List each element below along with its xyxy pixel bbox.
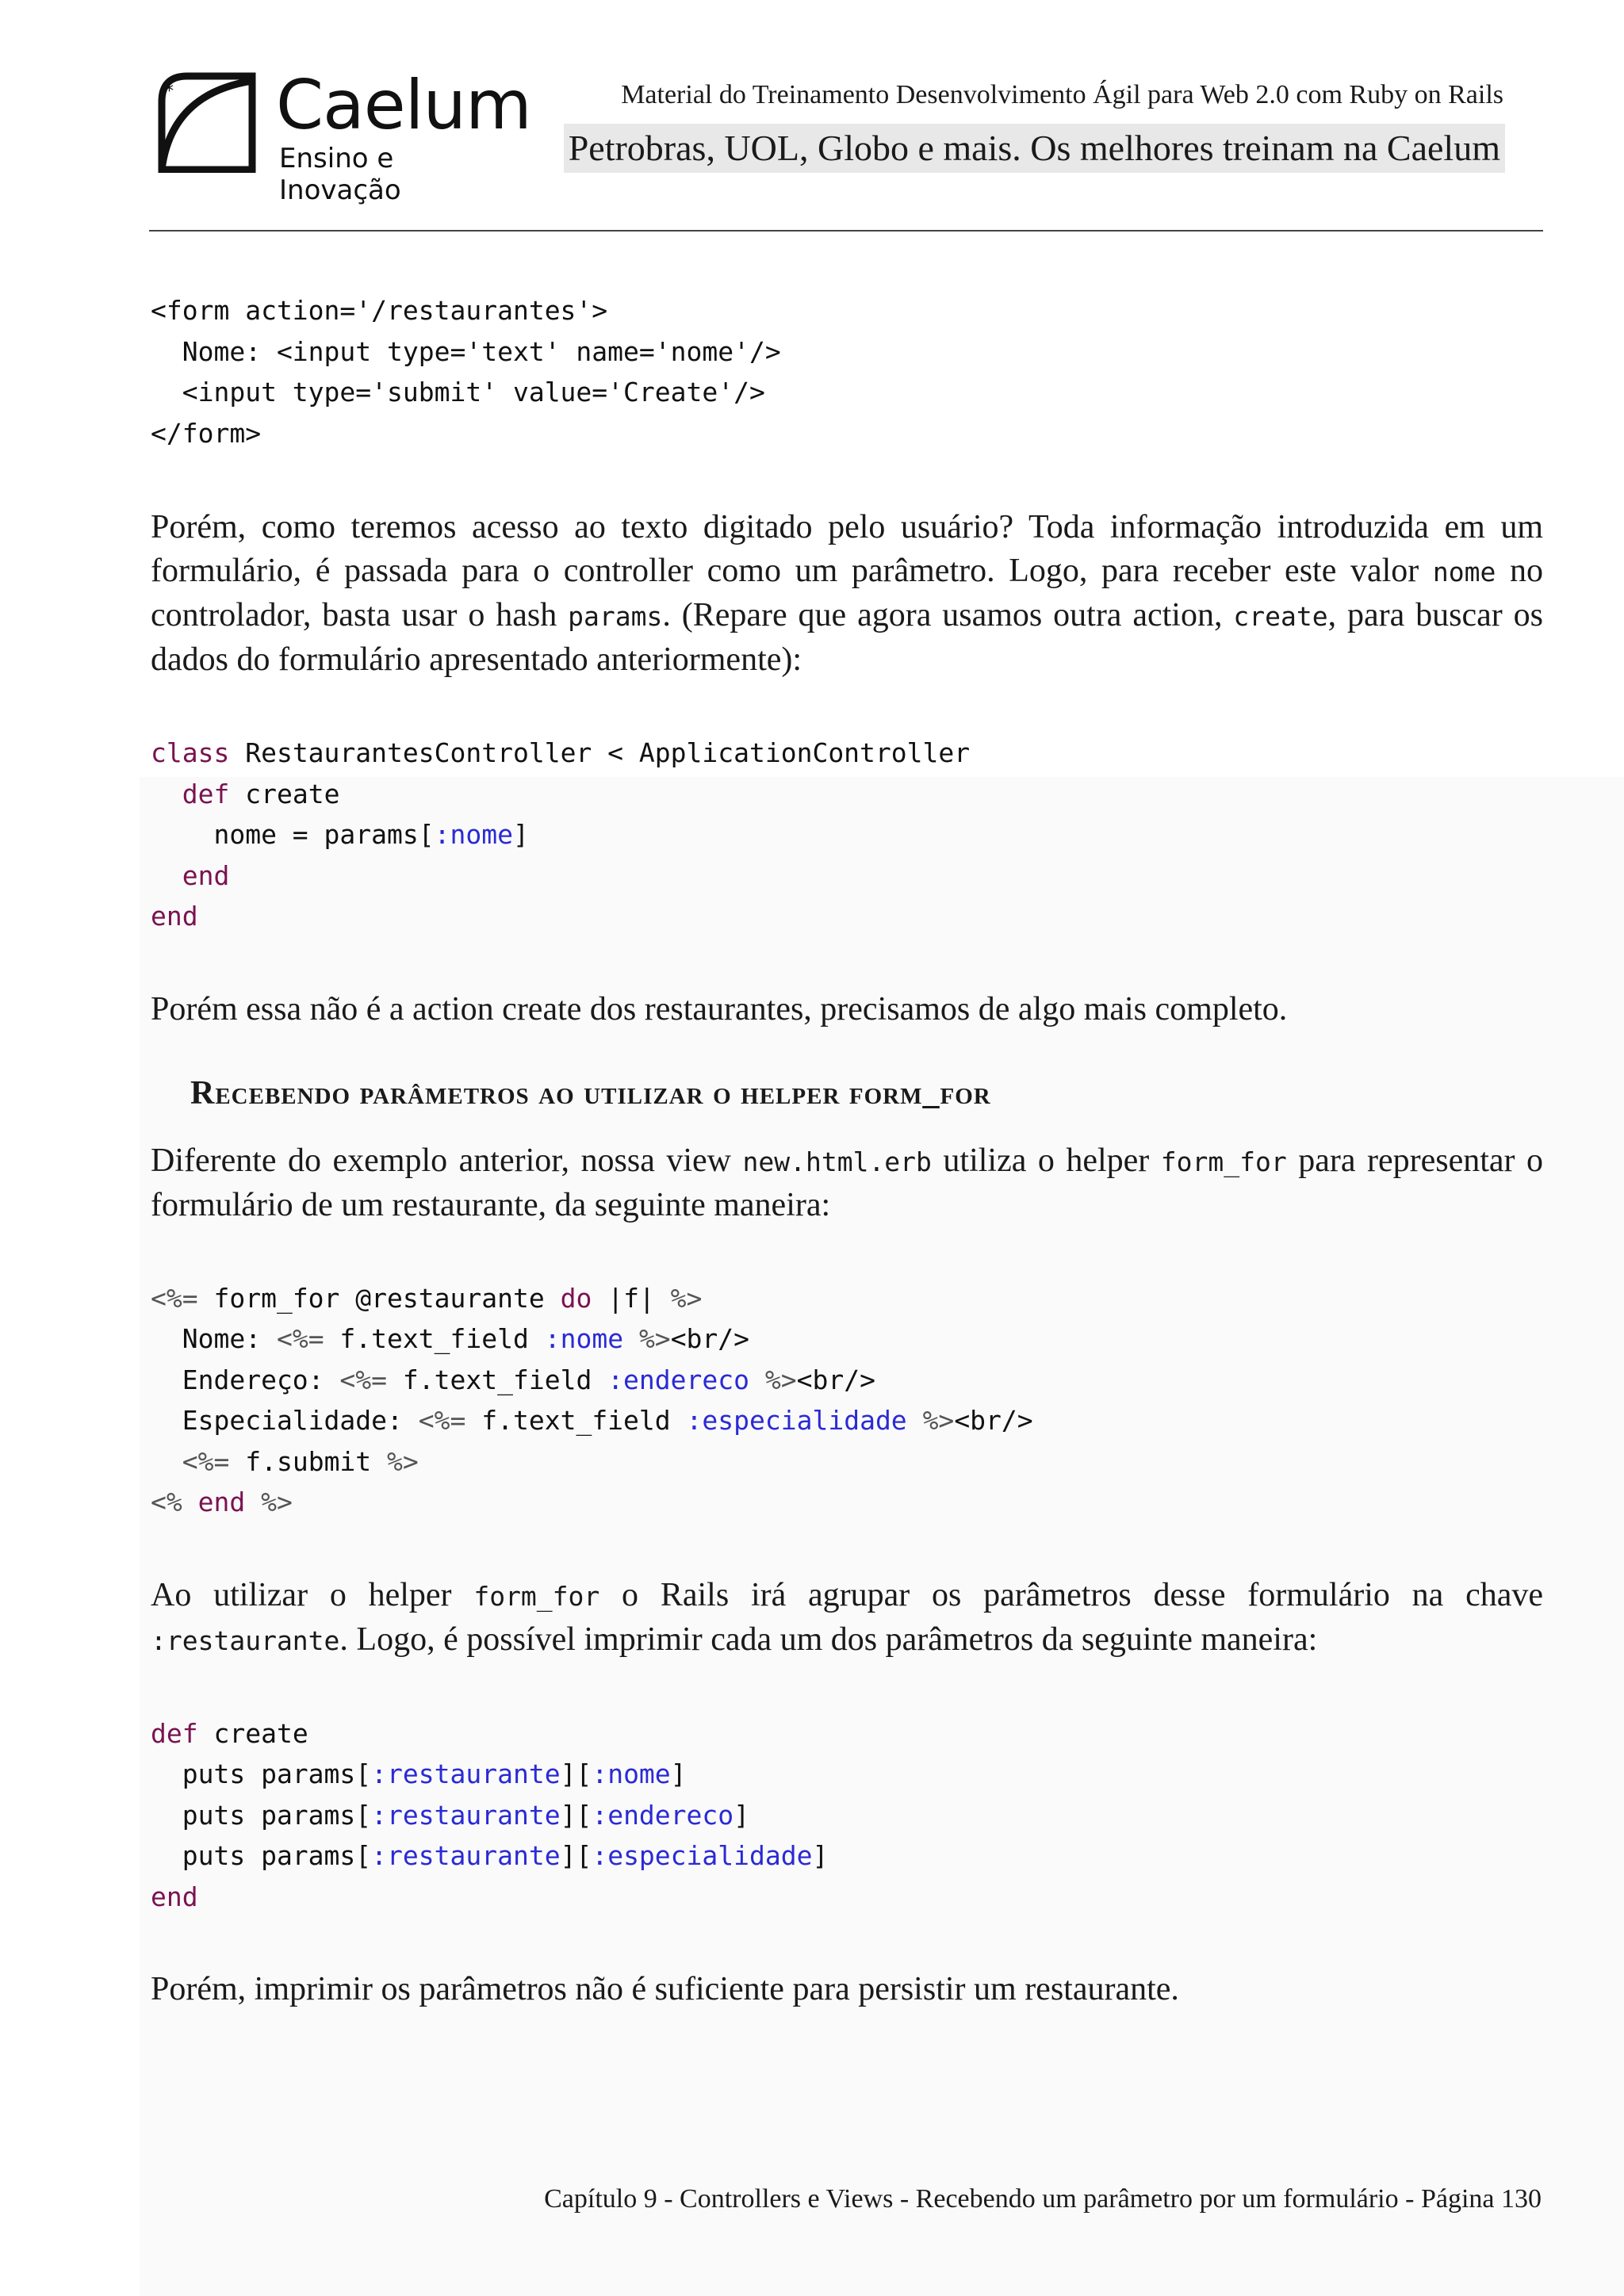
paragraph-conclusion: Porém, imprimir os parâmetros não é suficiente para persistir um restaurante. [151,1971,1179,2007]
erb-tag: %> [922,1405,955,1436]
text-run: , para buscar os dados do formulário apresentado anteriormente): [151,597,1543,678]
code-text: ][ [560,1758,592,1789]
erb-tag: <%= [151,1282,198,1314]
code-text: |f| [592,1282,671,1314]
svg-text:*: * [165,82,174,101]
symbol: :especialidade [592,1840,813,1871]
text-run: no controlador, basta usar o hash [151,553,1543,633]
text-run: utiliza o helper [931,1142,1161,1179]
paragraph-not-create: Porém essa não é a action create dos restaurantes, precisamos de algo mais completo. [151,990,1288,1027]
inline-code: new.html.erb [742,1146,932,1177]
keyword: end [182,859,230,891]
code-text: form_for @restaurante [197,1282,561,1314]
text-run: Porém, como teremos acesso ao texto digitado pelo usuário? Toda informação introduzida em um formulário, é passada para o controller como um parâmetro. Logo, para receber este valor [151,509,1543,589]
code-line: <input type='submit' value='Create'/> [151,377,765,408]
code-block-erb-form [151,1278,1543,1523]
erb-tag: <%= [182,1445,230,1477]
inline-code: params [568,601,663,632]
erb-tag: %> [387,1445,419,1477]
inline-code: create [1233,601,1328,632]
code-text: puts params[ [151,1758,372,1789]
code-text: ] [812,1840,829,1871]
code-text: ] [512,819,529,850]
paragraph-restaurante-key [151,1574,1543,1663]
code-text: ] [733,1799,750,1831]
keyword: end [151,901,198,932]
page-content [151,285,1543,2011]
erb-tag: <%= [339,1364,388,1395]
code-text: create [229,778,340,809]
inline-code: form_for [473,1580,600,1612]
header-divider [149,230,1543,232]
keyword: def [151,1717,198,1749]
erb-tag: <%= [418,1405,466,1436]
keyword: do [560,1282,592,1314]
text-run: . Logo, é possível imprimir cada um dos parâmetros da seguinte maneira: [339,1621,1318,1658]
erb-tag: <% [151,1487,182,1517]
symbol: :nome [434,819,513,850]
code-line: Nome: <input type='text' name='nome'/> [151,335,781,367]
header-slogan: Petrobras, UOL, Globo e mais. Os melhores treinam na Caelum [564,124,1505,173]
symbol: :endereco [607,1364,749,1395]
code-text: ][ [560,1840,592,1871]
code-text: RestaurantesController < ApplicationController [229,737,971,768]
symbol: :restaurante [371,1840,561,1871]
symbol: :nome [544,1323,624,1354]
paragraph-form-for [151,1139,1543,1227]
code-text: Nome: [151,1323,277,1354]
keyword: class [151,737,230,768]
symbol: :endereco [592,1799,734,1831]
inline-code: form_for [1160,1146,1287,1177]
keyword: end [197,1487,246,1517]
code-text: f.submit [229,1445,388,1477]
code-text: ] [670,1758,687,1789]
code-text: Endereço: [151,1364,340,1395]
erb-tag: %> [261,1487,293,1517]
code-text: ][ [560,1799,592,1831]
erb-tag: %> [670,1282,703,1314]
code-text: puts params[ [151,1799,372,1831]
text-run: Ao utilizar o helper [151,1576,474,1613]
keyword: end [151,1881,198,1912]
symbol: :especialidade [686,1405,907,1436]
code-text: f.text_field [387,1364,608,1395]
inline-code: nome [1432,557,1496,587]
symbol: :restaurante [371,1758,561,1789]
text-run: Diferente do exemplo anterior, nossa view [151,1142,743,1179]
code-text: Especialidade: [151,1405,419,1436]
text-run: . (Repare que agora usamos outra action, [662,597,1234,633]
code-text: <br/> [796,1364,875,1395]
code-line: <form action='/restaurantes'> [151,295,608,326]
code-text: <br/> [954,1405,1033,1436]
code-block-create-puts [151,1713,1543,1918]
caelum-logo-icon [155,70,259,173]
code-text [151,1446,182,1477]
logo-tagline: Ensino e Inovação [279,143,401,206]
logo-name: Caelum [276,66,531,145]
erb-tag: <%= [276,1323,324,1354]
header-course-title: Material do Treinamento Desenvolvimento Ágil para Web 2.0 com Ruby on Rails [621,80,1503,109]
section-heading: Recebendo parâmetros ao utilizar o helper form_for [190,1074,991,1112]
symbol: :restaurante [371,1799,561,1831]
code-block-controller [151,733,1543,937]
erb-tag: %> [764,1364,797,1395]
keyword: def [182,778,230,809]
text-run: para representar o formulário de um restaurante, da seguinte maneira: [151,1142,1544,1223]
code-text: nome = params[ [151,819,435,850]
erb-tag: %> [638,1323,671,1354]
inline-code: :restaurante [151,1624,340,1656]
code-block-form-html [151,290,1543,453]
paragraph-params-intro [151,506,1543,682]
code-line: </form> [151,417,262,449]
text-run: o Rails irá agrupar os parâmetros desse formulário na chave [599,1576,1543,1613]
symbol: :nome [592,1758,671,1789]
code-text: create [197,1717,308,1749]
code-text: f.text_field [324,1323,545,1354]
code-text: f.text_field [465,1405,687,1436]
page-footer: Capítulo 9 - Controllers e Views - Recebendo um parâmetro por um formulário - Página 130 [544,2184,1542,2214]
caelum-logo [155,66,531,206]
code-text: puts params[ [151,1840,372,1871]
code-text: <br/> [670,1323,750,1354]
